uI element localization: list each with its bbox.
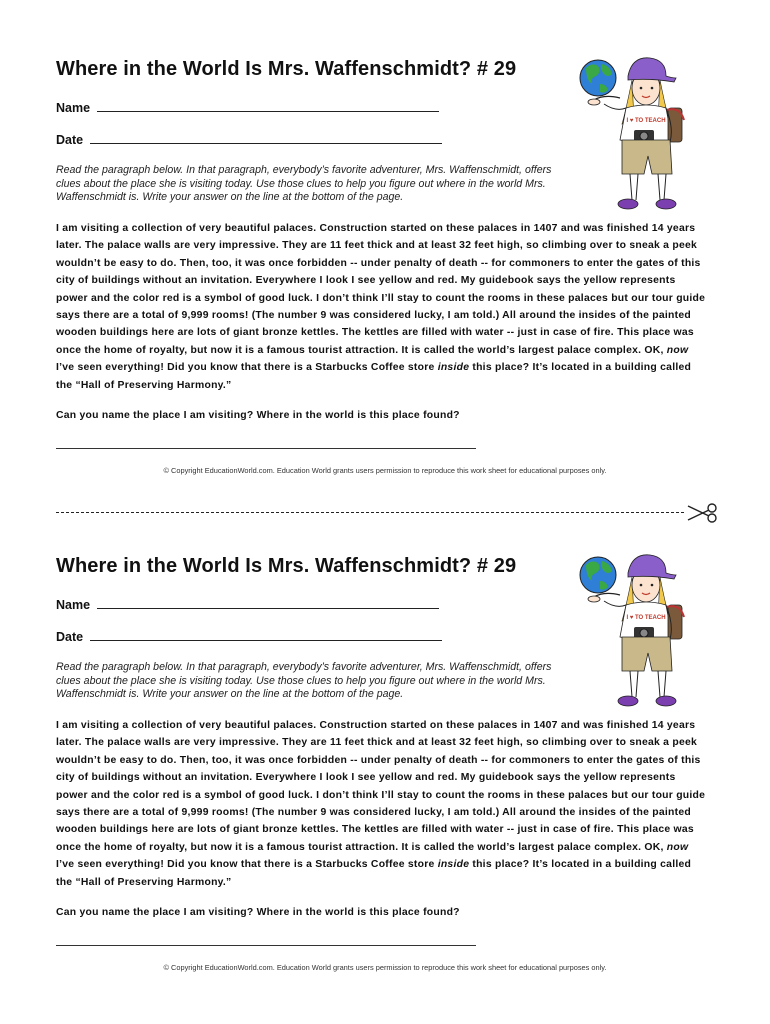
globe-icon (580, 60, 616, 96)
story-text: this place? It’s located in a building called the “Hall of Preserving Harmony.” (56, 362, 692, 391)
answer-line[interactable] (56, 945, 476, 946)
name-label: Name (56, 101, 91, 115)
question-text: Can you name the place I am visiting? Where in the world is this place found? (56, 907, 460, 918)
hat (628, 58, 676, 82)
backpack (666, 605, 684, 639)
story-text: I’ve seen everything! Did you know that there is a Starbucks Coffee store (56, 362, 438, 374)
shorts (622, 140, 672, 174)
question-text: Can you name the place I am visiting? Where in the world is this place found? (56, 410, 460, 421)
worksheet-title: Where in the World Is Mrs. Waffenschmidt? # 29 (56, 555, 517, 577)
story-text: I am visiting a collection of very beautiful palaces. Construction started on these palaces in 1407 and was finished 14 years later. The palace walls are very impressive. They are 11 feet thick and at least 32 feet high, so climbing over to sneak a peek wouldn’t be easy to do. Then, too, it was once forbidden -- under penalty of death -- for commoners to enter the gates of this city of buildings without an invitation. Everywhere I look I see yellow and red. My guidebook says the yellow represents power and the color red is a symbol of good luck. I don’t think I’ll stay to count the rooms in these palaces but our tour guide says there are a total of 9,999 rooms! (The number 9 was considered lucky, I am told.) All around the insides of the painted wooden buildings here are lots of giant bronze kettles. The kettles are filled with water -- just in case of fire. This place was once the home of royalty, but now it is a famous tourist attraction. It is called the world’s largest palace complex. OK, (56, 223, 706, 356)
date-field[interactable] (56, 629, 442, 644)
story-emphasis: inside (437, 362, 470, 374)
name-input-line[interactable] (97, 100, 439, 112)
globe-icon (580, 557, 616, 593)
date-label: Date (56, 630, 84, 644)
shoes (618, 199, 676, 209)
worksheet-bottom (0, 497, 770, 997)
story-emphasis: now (666, 344, 689, 356)
story-text: I am visiting a collection of very beautiful palaces. Construction started on these palaces in 1407 and was finished 14 years later. The palace walls are very impressive. They are 11 feet thick and at least 32 feet high, so climbing over to sneak a peek wouldn’t be easy to do. Then, too, it was once forbidden -- under penalty of death -- for commoners to enter the gates of this city of buildings without an invitation. Everywhere I look I see yellow and red. My guidebook says the yellow represents power and the color red is a symbol of good luck. I don’t think I’ll stay to count the rooms in these palaces but our tour guide says there are a total of 9,999 rooms! (The number 9 was considered lucky, I am told.) All around the insides of the painted wooden buildings here are lots of giant bronze kettles. The kettles are filled with water -- just in case of fire. This place was once the home of royalty, but now it is a famous tourist attraction. It is called the world’s largest palace complex. OK, (56, 720, 706, 853)
instructions-text: Read the paragraph below. In that paragraph, everybody’s favorite adventurer, Mrs. Waffenschmidt, offers clues about the place she is visiting today. Use those clues to help you figure out where in the world Mrs. Waffenschmidt is. Write your answer on the line at the bottom of the page. (56, 661, 552, 700)
instructions-text: Read the paragraph below. In that paragraph, everybody’s favorite adventurer, Mrs. Waffenschmidt, offers clues about the place she is visiting today. Use those clues to help you figure out where in the world Mrs. Waffenschmidt is. Write your answer on the line at the bottom of the page. (56, 164, 552, 203)
shoes (618, 696, 676, 706)
teacher-illustration (574, 547, 694, 717)
name-label: Name (56, 598, 91, 612)
date-input-line[interactable] (90, 132, 442, 144)
story-emphasis: now (666, 841, 689, 853)
shirt-text: I ♥ TO TEACH (626, 118, 666, 124)
worksheet-title: Where in the World Is Mrs. Waffenschmidt? # 29 (56, 58, 517, 80)
shirt-text: I ♥ TO TEACH (626, 615, 666, 621)
name-field[interactable] (56, 100, 439, 115)
story-text: I’ve seen everything! Did you know that there is a Starbucks Coffee store (56, 859, 438, 871)
worksheet-top (0, 0, 770, 500)
hat (628, 555, 676, 579)
story-paragraph (56, 220, 706, 394)
story-paragraph (56, 717, 706, 891)
date-label: Date (56, 133, 84, 147)
date-input-line[interactable] (90, 629, 442, 641)
name-field[interactable] (56, 597, 439, 612)
copyright-notice: © Copyright EducationWorld.com. Education World grants users permission to reproduce this work sheet for educational purposes only. (163, 963, 607, 972)
story-text: this place? It’s located in a building called the “Hall of Preserving Harmony.” (56, 859, 692, 888)
name-input-line[interactable] (97, 597, 439, 609)
story-emphasis: inside (437, 859, 470, 871)
answer-line[interactable] (56, 448, 476, 449)
date-field[interactable] (56, 132, 442, 147)
backpack (666, 108, 684, 142)
copyright-notice: © Copyright EducationWorld.com. Education World grants users permission to reproduce this work sheet for educational purposes only. (163, 466, 607, 475)
teacher-illustration (574, 50, 694, 220)
shorts (622, 637, 672, 671)
